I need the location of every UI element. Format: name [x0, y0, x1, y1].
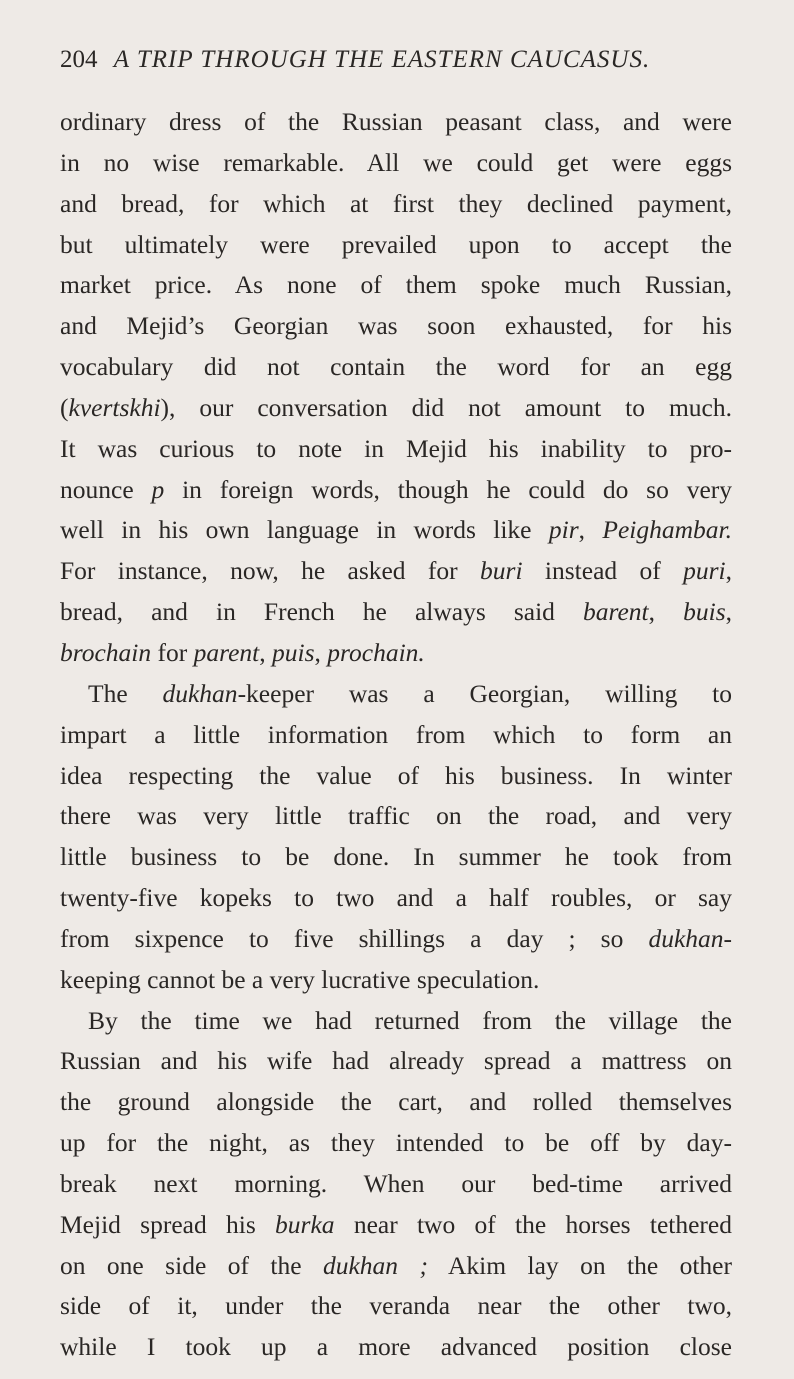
text-segment: , — [648, 597, 684, 627]
text-segment: keeping cannot be a very lucrative speculation. — [60, 964, 540, 994]
italic-text: parent — [193, 637, 260, 667]
italic-text: puis — [272, 637, 315, 667]
running-head — [60, 44, 740, 76]
text-line — [60, 1246, 732, 1287]
italic-text: brochain — [60, 637, 152, 667]
text-segment: little business to be done. In summer he took from — [60, 842, 732, 872]
text-line — [60, 551, 732, 592]
text-segment: , — [725, 597, 733, 627]
text-segment: break next morning. When our bed-time arrived — [60, 1168, 732, 1198]
italic-text: kvertskhi — [68, 392, 161, 422]
text-segment: there was very little traffic on the road, and very — [60, 801, 732, 831]
text-segment: nounce — [60, 474, 152, 504]
text-segment: the ground alongside the cart, and rolled themselves — [60, 1087, 732, 1117]
text-segment: For instance, now, he asked for — [60, 556, 481, 586]
text-line — [60, 1041, 732, 1082]
text-segment: twenty-five kopeks to two and a half roubles, or say — [60, 883, 732, 913]
italic-text: dukhan — [162, 678, 238, 708]
text-line — [60, 306, 732, 347]
text-segment: in no wise remarkable. All we could get were eggs — [60, 147, 732, 177]
text-line — [60, 184, 732, 225]
text-segment: ), our conversation did not amount to much. — [160, 392, 732, 422]
text-segment: vocabulary did not contain the word for an egg — [60, 352, 732, 382]
text-line — [60, 674, 732, 715]
text-line — [60, 265, 732, 306]
italic-text: Peighambar. — [602, 515, 732, 545]
italic-text: barent — [583, 597, 649, 627]
text-segment: By the time we had returned from the village the — [88, 1005, 732, 1035]
text-segment: It was curious to note in Mejid his inability to pro- — [60, 433, 732, 463]
italic-text: burka — [275, 1209, 335, 1239]
text-line — [60, 960, 732, 1001]
text-segment: The — [88, 678, 163, 708]
text-segment: market price. As none of them spoke much Russian, — [60, 270, 732, 300]
text-line — [60, 1164, 732, 1205]
text-segment: Russian and his wife had already spread a mattress on — [60, 1046, 732, 1076]
text-segment: , — [725, 556, 732, 586]
text-line — [60, 1286, 732, 1327]
text-segment: from sixpence to five shillings a day ; so — [60, 923, 649, 953]
text-line — [60, 1082, 732, 1123]
text-line — [60, 1327, 732, 1368]
text-line — [60, 1123, 732, 1164]
italic-text: buis — [683, 597, 726, 627]
text-segment: Akim lay on the other — [427, 1250, 732, 1280]
body-text — [60, 102, 732, 1368]
text-line — [60, 796, 732, 837]
text-segment: -keeper was a Georgian, willing to — [237, 678, 732, 708]
text-line — [60, 633, 732, 674]
text-line — [60, 756, 732, 797]
page-number: 204 — [60, 46, 98, 73]
text-line — [60, 1205, 732, 1246]
running-head-title: A TRIP THROUGH THE EASTERN CAUCASUS. — [113, 46, 651, 73]
text-line — [60, 225, 732, 266]
text-line — [60, 143, 732, 184]
text-segment: and Mejid’s Georgian was soon exhausted, for his — [60, 311, 732, 341]
text-line — [60, 878, 732, 919]
text-line — [60, 592, 732, 633]
text-segment: side of it, under the veranda near the other two, — [60, 1291, 732, 1321]
text-line — [60, 429, 732, 470]
italic-text: prochain. — [327, 637, 425, 667]
text-segment: impart a little information from which to form an — [60, 719, 732, 749]
text-line — [60, 715, 732, 756]
text-segment: well in his own language in words like — [60, 515, 549, 545]
text-segment: , — [314, 637, 328, 667]
text-segment: for — [151, 637, 194, 667]
italic-text: puri — [683, 556, 726, 586]
text-segment: idea respecting the value of his business. In winter — [60, 760, 732, 790]
text-segment: in foreign words, though he could do so very — [164, 474, 733, 504]
text-segment: Mejid spread his — [60, 1209, 276, 1239]
italic-text: buri — [480, 556, 523, 586]
italic-text: p — [151, 474, 165, 504]
text-segment: , — [259, 637, 273, 667]
italic-text: dukhan- — [648, 923, 732, 953]
text-segment: ordinary dress of the Russian peasant class, and were — [60, 107, 732, 136]
text-line — [60, 347, 732, 388]
text-segment: and bread, for which at first they declined payment, — [60, 188, 732, 218]
text-segment: but ultimately were prevailed upon to accept the — [60, 229, 732, 259]
italic-text: dukhan ; — [322, 1250, 428, 1280]
text-line — [60, 1001, 732, 1042]
text-segment: , — [578, 515, 603, 545]
text-segment: ( — [60, 392, 69, 422]
text-line — [60, 388, 732, 429]
text-line — [60, 837, 732, 878]
text-line — [60, 919, 732, 960]
text-segment: instead of — [522, 556, 684, 586]
text-line — [60, 102, 732, 143]
text-line — [60, 510, 732, 551]
italic-text: pir — [548, 515, 579, 545]
text-segment: while I took up a more advanced position close — [60, 1332, 732, 1362]
text-segment: bread, and in French he always said — [60, 597, 584, 627]
text-segment: on one side of the — [60, 1250, 323, 1280]
text-segment: up for the night, as they intended to be off by day- — [60, 1128, 732, 1158]
text-segment: near two of the horses tethered — [334, 1209, 732, 1239]
text-line — [60, 470, 732, 511]
